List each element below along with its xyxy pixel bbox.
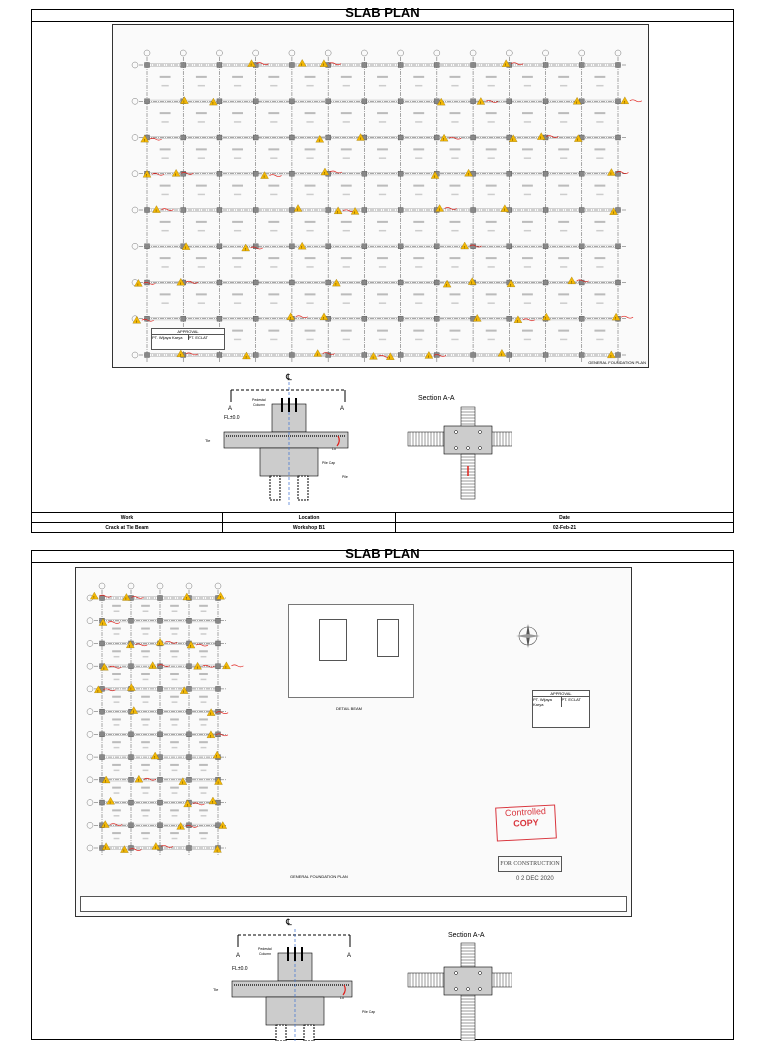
for-construction-stamp: FOR CONSTRUCTION [498,856,562,872]
svg-text:!: ! [323,315,325,321]
svg-text:!: ! [221,824,223,830]
svg-text:!: ! [438,206,440,212]
pedestal-detail-2 [213,917,375,1041]
approval-col1: PT. Wijaya Karya [152,335,189,340]
svg-text:!: ! [463,244,465,250]
svg-text:!: ! [129,643,131,649]
svg-text:!: ! [104,823,106,829]
svg-text:!: ! [101,620,104,626]
svg-text:!: ! [446,282,448,288]
svg-text:!: ! [209,733,212,739]
svg-text:!: ! [179,280,181,286]
svg-text:!: ! [479,99,481,105]
svg-text:!: ! [576,99,578,105]
sheet-title: SLAB PLAN [32,7,733,22]
svg-text:!: ! [109,799,111,805]
svg-text:!: ! [219,594,221,600]
centerline-symbol: ℄ [286,917,292,927]
svg-text:!: ! [245,354,247,360]
title-block [80,896,627,912]
approval-box [151,328,225,350]
svg-text:!: ! [179,352,181,358]
svg-text:!: ! [143,137,145,143]
svg-text:!: ! [434,174,436,180]
section-detail-2 [202,913,512,1041]
svg-text:!: ! [155,208,157,214]
svg-text:!: ! [615,315,617,321]
svg-text:!: ! [186,802,188,808]
svg-text:!: ! [503,207,505,213]
svg-text:!: ! [97,688,99,694]
svg-text:!: ! [500,351,503,357]
column-label: Column [253,403,266,407]
approval-col2: PT. ECLAT [188,335,208,340]
foundation-plan-drawing-2 [75,567,632,917]
svg-text:!: ! [181,780,183,786]
section-title: Section A-A [448,932,485,939]
sheet-title: SLAB PLAN [32,548,733,563]
header-date: Date [396,513,734,523]
svg-text:!: ! [471,280,473,286]
svg-text:!: ! [216,753,218,759]
svg-text:!: ! [185,245,187,251]
plan-caption-2: GENERAL FOUNDATION PLAN [290,874,348,879]
svg-text:!: ! [210,711,212,717]
pile-left [270,476,280,500]
pile-cap-label: Pile Cap [362,1010,376,1014]
approval-title: APPROVAL [152,329,224,335]
svg-text:!: ! [316,352,318,358]
svg-text:!: ! [183,689,185,695]
lo-label: Lo [340,996,344,1000]
svg-text:!: ! [318,137,320,143]
svg-text:!: ! [570,279,572,285]
tie-beam-shape [224,432,348,448]
svg-text:!: ! [93,594,95,600]
pedestal-label: Pedestal [258,947,272,951]
column-label: Column [259,952,272,956]
section-mark-left: A [228,406,233,412]
svg-text:!: ! [159,640,161,646]
info-table [32,512,733,532]
floor-level-label: FL±0.0 [224,415,240,421]
section-mark-right: A [347,953,352,959]
svg-text:!: ! [323,170,326,176]
svg-text:!: ! [130,686,132,692]
svg-text:!: ! [297,206,299,212]
pile-right [298,476,308,500]
svg-text:!: ! [196,664,198,670]
svg-text:!: ! [105,845,107,851]
svg-text:!: ! [322,62,325,68]
svg-text:!: ! [623,99,625,105]
svg-text:!: ! [217,780,219,786]
svg-text:!: ! [137,777,139,783]
svg-text:!: ! [132,709,134,715]
value-date: 02-Feb-21 [396,523,734,533]
svg-text:!: ! [189,643,192,649]
svg-text:!: ! [440,100,442,106]
centerline-symbol: ℄ [286,372,292,382]
controlled-copy-stamp [495,804,557,841]
header-work: Work [32,513,223,523]
svg-text:!: ! [123,848,125,854]
section-a-a [408,395,512,499]
svg-text:!: ! [301,244,303,250]
svg-text:!: ! [250,62,252,68]
section-mark-right: A [340,406,345,412]
approval-box-2 [532,690,590,728]
svg-text:!: ! [476,316,478,322]
svg-text:!: ! [244,246,246,252]
svg-text:!: ! [225,664,227,670]
approval-col1: PT. Wijaya Karya [533,697,562,707]
svg-text:!: ! [105,778,107,784]
svg-text:!: ! [610,353,612,359]
table-row [32,523,733,533]
svg-text:!: ! [179,824,181,830]
approval-col2: PT. ECLAT [561,697,581,702]
pedestal-detail [205,372,348,506]
svg-text:!: ! [137,281,139,287]
svg-text:!: ! [212,100,214,106]
svg-text:!: ! [443,136,445,142]
pile-cap-label: Pile Cap [322,461,336,465]
svg-text:!: ! [185,595,187,601]
stamp-date: 0 2 DEC 2020 [516,876,554,882]
north-arrow-icon [514,622,542,650]
svg-text:!: ! [512,137,514,143]
pile-label: Pile [342,475,348,479]
svg-text:!: ! [335,281,337,287]
svg-text:!: ! [612,210,614,216]
svg-text:!: ! [263,174,265,180]
svg-text:!: ! [427,353,430,359]
svg-text:!: ! [216,847,218,853]
sheet-2 [31,550,734,1040]
plan-caption: GENERAL FOUNDATION PLAN [588,360,646,365]
svg-text:!: ! [505,62,507,68]
floor-level-label: FL±0.0 [232,966,248,972]
svg-text:!: ! [175,171,177,177]
sheet-1 [31,9,734,533]
svg-text:!: ! [510,282,512,288]
svg-text:!: ! [516,318,519,324]
svg-text:!: ! [146,172,148,178]
svg-text:!: ! [337,209,339,215]
header-location: Location [223,513,396,523]
svg-text:!: ! [354,209,356,215]
svg-text:!: ! [467,171,469,177]
section-detail-1 [202,368,512,508]
svg-text:!: ! [289,315,291,321]
value-location: Workshop B1 [223,523,396,533]
section-mark-left: A [236,953,241,959]
svg-text:!: ! [610,171,612,177]
detail-beam-table [288,604,414,698]
section-title: Section A-A [418,395,455,402]
svg-text:!: ! [183,99,185,105]
svg-text:!: ! [540,135,542,141]
svg-text:!: ! [135,318,137,324]
svg-text:!: ! [154,844,157,850]
approval-title: APPROVAL [533,691,589,697]
value-work: Crack at Tie Beam [32,523,223,533]
section-a-a-2 [408,932,512,1041]
lo-label: Lo [332,447,336,451]
svg-text:!: ! [577,137,579,143]
tie-label: Tie [213,987,219,992]
detail-beam-caption: DETAIL BEAM [336,706,363,711]
svg-text:!: ! [372,354,374,360]
foundation-plan-drawing [112,24,649,368]
svg-text:!: ! [359,135,361,141]
pedestal-label: Pedestal [252,398,266,402]
svg-text:!: ! [211,799,214,805]
stamp-copy: COPY [512,817,539,829]
svg-text:!: ! [545,315,547,321]
svg-text:!: ! [151,664,153,670]
svg-text:!: ! [301,61,303,67]
table-header-row [32,513,733,523]
stamp-controlled: Controlled [504,805,547,819]
foundation-plan-svg [113,25,648,367]
svg-text:!: ! [389,355,391,361]
svg-text:!: ! [154,754,156,760]
tie-label: Tie [205,438,211,443]
svg-text:!: ! [103,665,105,671]
svg-text:!: ! [125,595,127,601]
